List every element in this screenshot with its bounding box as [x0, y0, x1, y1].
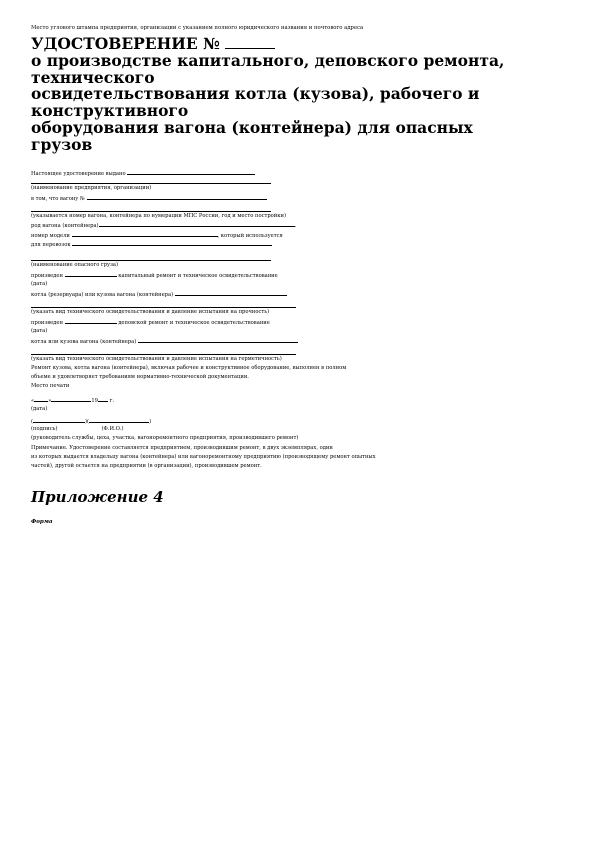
wagon-number-line: в том, что вагону № — [31, 194, 267, 202]
seal-place-label: Место печати — [31, 383, 70, 389]
date-line: « » 19 г. — [31, 398, 115, 404]
cargo-blank-2 — [31, 260, 271, 261]
depot-repair-date-blank — [65, 318, 117, 324]
title-line-2: о производстве капитального, деповского ремонта, — [31, 50, 505, 70]
form-label: Форма — [31, 519, 53, 525]
signature-blank — [33, 417, 85, 423]
boiler-blank — [175, 290, 287, 296]
issued-to-blank — [127, 169, 255, 175]
depot-repair-date-caption: (дата) — [31, 328, 48, 334]
model-number-blank — [72, 231, 218, 237]
cargo-blank — [72, 240, 272, 246]
signature-caption: (подпись) (Ф.И.О.) — [31, 426, 124, 432]
model-number-line: номер модели , который используется — [31, 233, 283, 239]
title-line-6: оборудования вагона (контейнера) для опасных — [31, 117, 473, 137]
title-line-4: освидетельствования котла (кузова), рабочего и — [31, 84, 480, 104]
body-blank — [138, 337, 298, 343]
boiler-line: котла (резервуара) или кузова вагона (контейнера) — [31, 290, 287, 298]
signature-line: ( )( ) — [31, 419, 152, 425]
issued-to-line: Настоящее удостоверение выдано — [31, 169, 255, 177]
day-blank — [34, 396, 48, 402]
body-blank-2 — [31, 354, 296, 355]
wagon-number-caption: (указывается номер вагона, контейнера по нумерации МПС России, год и место постройки) — [31, 213, 286, 219]
issued-to-blank-2 — [31, 183, 271, 184]
strength-test-caption: (указать вид технического освидетельствования и давление испытания на прочность) — [31, 309, 270, 315]
title-line-5: конструктивного — [31, 101, 189, 121]
head-caption: (руководитель службы, цеха, участка, вагоноремонтного предприятия, производившего ремонт) — [31, 435, 299, 441]
note-line-1: Примечание. Удостоверение составляется предприятием, производившим ремонт, в двух экземплярах, один — [31, 445, 333, 451]
org-name-caption: (наименование предприятия, организации) — [31, 185, 152, 191]
title-line-7: грузов — [31, 134, 93, 154]
wagon-type-line: род вагона (контейнера) . — [31, 223, 297, 229]
depot-repair-line: произведен деповской ремонт и техническое освидетельствование — [31, 320, 270, 326]
wagon-type-blank — [99, 221, 295, 227]
wagon-number-blank — [87, 194, 267, 200]
cargo-caption: (наименование опасного груза) — [31, 262, 119, 268]
body-line: котла или кузова вагона (контейнера) — [31, 337, 298, 345]
capital-repair-line: произведен капитальный ремонт и техническое освидетельствование — [31, 273, 278, 279]
corner-stamp-note: Место углового штампа предприятия, организации с указанием полного юридического названия и почтового адреса — [31, 25, 364, 31]
tightness-test-caption: (указать вид технического освидетельствования и давление испытания на герметичность) — [31, 356, 282, 362]
note-line-2: из которых выдается владельцу вагона (контейнера) или вагоноремонтному предприятию (производящему ремонт опытных — [31, 454, 376, 460]
cargo-line: для перевозок — [31, 240, 272, 248]
appendix-heading: Приложение 4 — [31, 488, 164, 506]
year-blank — [98, 396, 108, 402]
title-line-1: УДОСТОВЕРЕНИЕ № — [31, 35, 504, 53]
boiler-blank-2 — [31, 307, 296, 308]
capital-repair-date-caption: (дата) — [31, 281, 48, 287]
capital-repair-date-blank — [65, 271, 117, 277]
full-name-blank — [89, 417, 149, 423]
title-line-3: технического — [31, 67, 155, 87]
document-title — [31, 35, 504, 154]
repair-statement-1: Ремонт кузова, котла вагона (контейнера), включая рабочее и конструктивное оборудование, выполнен в полном — [31, 365, 347, 371]
repair-statement-2: объеме и удовлетворяет требованиям нормативно-технической документации. — [31, 374, 249, 380]
month-blank — [51, 396, 91, 402]
wagon-number-blank-2 — [31, 211, 271, 212]
date-caption: (дата) — [31, 406, 48, 412]
certificate-number-blank — [225, 35, 275, 49]
note-line-3: частей), другой остается на предприятии (в организации), производившем ремонт. — [31, 463, 262, 469]
